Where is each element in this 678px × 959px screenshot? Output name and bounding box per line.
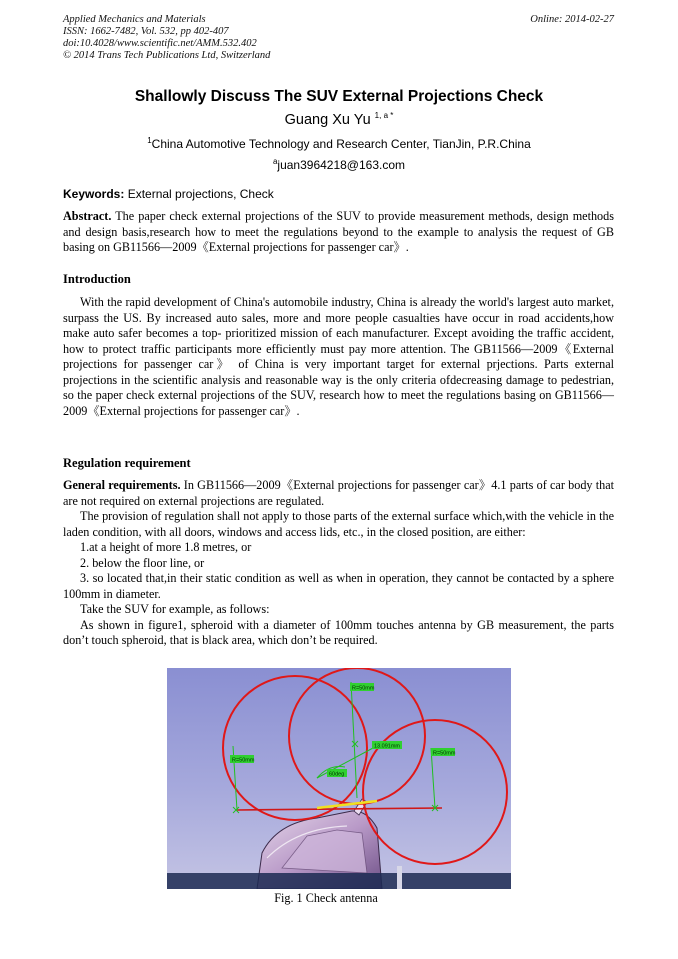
author-name: Guang Xu Yu xyxy=(284,112,371,128)
antenna-cad-image xyxy=(167,668,511,889)
email-text: juan3964218@163.com xyxy=(277,158,406,172)
general-label: General requirements. xyxy=(63,478,181,492)
antenna-check-figure xyxy=(167,668,511,889)
radius-label-left: R=50mm xyxy=(232,757,255,764)
author-email xyxy=(0,158,678,172)
regulation-body xyxy=(63,478,614,649)
journal-header xyxy=(63,14,270,62)
journal-name: Applied Mechanics and Materials xyxy=(63,14,206,25)
list-item: 2. below the floor line, or xyxy=(80,555,205,570)
affiliation xyxy=(0,137,678,151)
abstract xyxy=(63,209,614,256)
keywords xyxy=(63,187,614,203)
author-sup: 1, a * xyxy=(374,111,394,121)
example-line: Take the SUV for example, as follows: xyxy=(80,602,270,616)
affiliation-text: China Automotive Technology and Research Center, TianJin, P.R.China xyxy=(151,137,531,151)
provision-paragraph: The provision of regulation shall not apply to those parts of the external surface which,with the vehicle in the laden condition, with all doors, windows and access lids, etc., in the closed position, are either: xyxy=(63,509,614,539)
introduction-body xyxy=(63,295,614,419)
figure-caption: Fig. 1 Check antenna xyxy=(274,891,378,905)
author-line xyxy=(0,112,678,128)
abstract-label: Abstract. xyxy=(63,209,112,223)
list-item: 1.at a height of more 1.8 metres, or xyxy=(80,540,252,554)
radius-label-right: R=50mm xyxy=(433,750,456,757)
doi-line: doi:10.4028/www.scientific.net/AMM.532.402 xyxy=(63,38,257,49)
copyright-line: © 2014 Trans Tech Publications Ltd, Switzerland xyxy=(63,50,271,61)
figure-reference-paragraph: As shown in figure1, spheroid with a diameter of 100mm touches antenna by GB measurement, the parts don’t touch spheroid, that is black area, which don’t be required. xyxy=(63,617,614,647)
dimension-label: 13.091mm xyxy=(374,743,400,750)
keywords-label: Keywords: xyxy=(63,187,125,201)
regulation-heading: Regulation requirement xyxy=(63,456,191,470)
general-requirements xyxy=(63,478,614,509)
affiliation-sup: 1 xyxy=(147,136,152,145)
introduction-heading: Introduction xyxy=(63,272,131,286)
introduction-paragraph: With the rapid development of China's automobile industry, China is already the world's largest auto market, surpass the US. By increased auto sales, more and more people casualties have occur in road accidents,how make auto safer becomes a top- prioritized mission of each manufacturer. Except avoiding the traffic accident, how to protect traffic participants more efficiently must pay more attention. The GB11566—2009《External projections for passenger car》 of China is very important target for external prjections. Parts external projections in the scientific analysis and reasonable way is the only criteria ofdecreasing damage to pedestrian, so the paper check external projections of the SUV, research how to meet the regulations basing on GB11566—2009《External projections for passenger car》. xyxy=(63,295,614,418)
issn-line: ISSN: 1662-7482, Vol. 532, pp 402-407 xyxy=(63,26,229,37)
paper-title: Shallowly Discuss The SUV External Projections Check xyxy=(134,88,544,105)
abstract-text: The paper check external projections of the SUV to provide measurement methods, design methods and design basis,research how to meet the regulations beyond to the example to analysis the request of GB basing on GB11566—2009《External projections for passenger car》. xyxy=(63,209,614,254)
angle-label: 60deg xyxy=(329,771,345,778)
list-item: 3. so located that,in their static condition as well as when in operation, they cannot be contacted by a sphere 100mm in diameter. xyxy=(63,571,614,601)
online-date: Online: 2014-02-27 xyxy=(530,14,614,25)
radius-label-top: R=50mm xyxy=(352,685,375,692)
keywords-text: External projections, Check xyxy=(127,187,274,201)
general-text: In GB11566—2009《External projections for passenger car》4.1 parts of car body that are not required on external projections are regulated. xyxy=(63,478,615,508)
email-sup: a xyxy=(272,157,278,166)
